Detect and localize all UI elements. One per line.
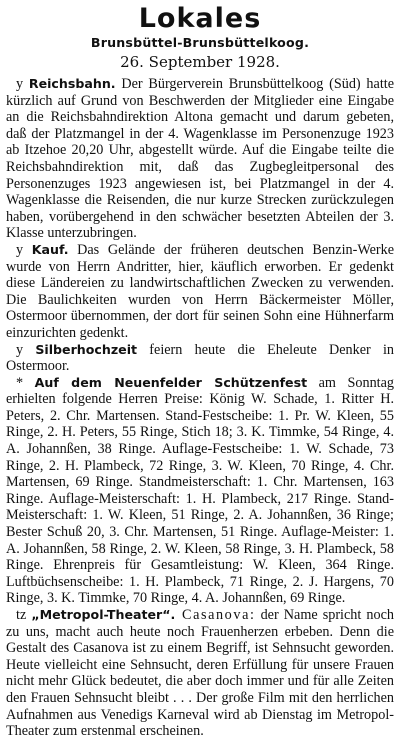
- article-marker: *: [16, 374, 35, 391]
- dateline-date: 26. September 1928.: [120, 53, 280, 71]
- article-text: der Name spricht noch zu uns, macht auch heute noch Frauenherzen erbeben. Denn die Gestalt des Casanova ist zu einem Begriff, ist Sehnsucht geworden. Heute vielleicht eine Sehnsucht, deren Erfüllung für unsere Frauen nicht mehr Glück bedeutet, die aber doch immer und für alle Zeiten den Frauen Sehnsucht bleibt . . . Der große Film mit den herrlichen Aufnahmen aus Venedigs Karneval wird ab Dienstag im Metropol-Theater zum erstenmal erscheinen.: [6, 607, 394, 740]
- article-silberhochzeit: [6, 342, 394, 375]
- article-kauf: [6, 242, 394, 342]
- article-keyword: Kauf.: [31, 241, 69, 257]
- article-text: am Sonntag erhielten folgende Herren Preise: König W. Schade, 1. Ritter H. Peters, 2. Chr. Martensen. Stand-Festscheibe: 1. Pr. W. Kleen, 55 Ringe, 2. H. Peters, 55 Ringe, Stich 18; 3. K. Timmke, 54 Ringe, 4. A. Johannßen, 38 Ringe. Auflage-Festscheibe: 1. W. Schade, 73 Ringe, 2. H. Plambeck, 72 Ringe, 3. W. Kleen, 70 Ringe, 4. Chr. Martensen, 69 Ringe. Standmeisterschaft: 1. Chr. Martensen, 163 Ringe. Auflage-Meisterschaft: 1. H. Plambeck, 217 Ringe. Stand-Meisterschaft: 1. W. Kleen, 51 Ringe, 2. A. Johannßen, 36 Ringe; Bester Schuß 20, 3. Chr. Martensen, 51 Ringe. Auflage-Meister: 1. A. Johannßen, 58 Ringe, 2. W. Kleen, 58 Ringe, 3. H. Plambeck, 58 Ringe. Ehrenpreis für Gesamtleistung: W. Kleen, 364 Ringe. Luftbüchsenscheibe: 1. H. Plambeck, 71 Ringe, 2. J. Hargens, 70 Ringe, 3. K. Timmke, 70 Ringe, 4. A. Johannßen, 69 Ringe.: [6, 374, 394, 607]
- article-text: Das Gelände der früheren deutschen Benzin-Werke wurde von Herrn Andritter, hier, käuflich erworben. Er gedenkt diese Ländereien zu landwirtschaftlichen Zwecken zu verwenden. Die Baulichkeiten wurden von Herrn Bäckermeister Möller, Ostermoor übernommen, der dort für seinen Sohn eine Hühnerfarm einzurichten gedenkt.: [6, 241, 395, 341]
- article-keyword: „Metropol-Theater“.: [31, 607, 176, 622]
- article-keyword: Silberhochzeit: [35, 341, 138, 357]
- article-marker: y: [16, 76, 29, 92]
- article-marker: tz: [16, 607, 32, 623]
- header: [6, 4, 394, 72]
- article-marker: y: [16, 341, 36, 358]
- article-reichsbahn: [6, 76, 394, 242]
- film-title: Casanova:: [175, 607, 256, 623]
- article-text: Der Bürgerverein Brunsbüttelkoog (Süd) hatte kürzlich auf Grund von Beschwerden der Mitglieder eine Eingabe an die Reichsbahndirektion Altona gemacht und darum gebeten, daß der Platzmangel in der 4. Wagenklasse im Personenzuge 1923 ab Itzehoe 20,20 Uhr, abgestellt würde. Auf die Eingabe teilte die Reichsbahndirektion mit, daß das Zugbegleitpersonal des Personenzuges 1923 angewiesen ist, bei Platzmangel in der 4. Wagenklasse die Reisenden, die nur kurze Strecken zurückzulegen haben, vorübergehend in den schwächer besetzten Abteilen der 3. Klasse unterzubringen.: [6, 76, 394, 242]
- article-body: [6, 76, 394, 740]
- article-text: feiern heute die Eheleute Denker in Ostermoor.: [6, 341, 394, 375]
- section-title: Lokales: [138, 3, 262, 34]
- article-marker: y: [16, 241, 32, 258]
- article-metropol-theater: [6, 607, 394, 740]
- dateline-location: Brunsbüttel-Brunsbüttelkoog.: [90, 35, 310, 50]
- article-keyword: Auf dem Neuenfelder Schützenfest: [34, 374, 308, 390]
- article-schuetzenfest: [6, 375, 394, 607]
- article-keyword: Reichsbahn.: [28, 76, 116, 91]
